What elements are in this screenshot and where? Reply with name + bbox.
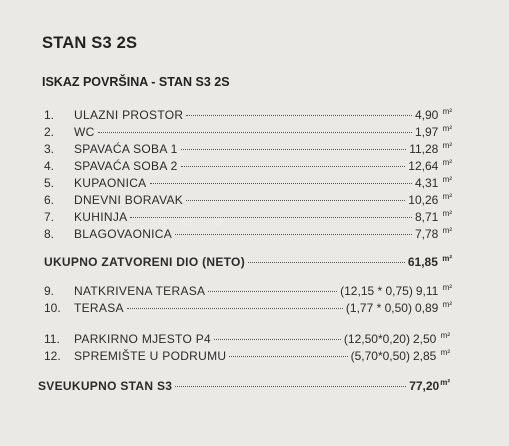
section-title: ISKAZ POVRŠINA - STAN S3 2S: [42, 75, 230, 89]
dot-leader: [130, 217, 412, 218]
dot-leader: [175, 386, 406, 387]
row-number: 12.: [44, 349, 61, 363]
dot-leader: [229, 356, 347, 357]
row-label: TERASA: [74, 301, 124, 315]
total-row: [38, 378, 450, 394]
row-calculation: (5,70*0,50): [350, 349, 410, 363]
row-number: 7.: [44, 210, 55, 224]
row-label: WC: [74, 125, 95, 139]
row-value: 4,31 $^{m^2}$: [414, 175, 452, 190]
row-number: 2.: [44, 125, 55, 139]
dot-leader: [208, 291, 337, 292]
row-value: 2,85 $^{m^2}$: [412, 348, 450, 363]
area-row: [44, 175, 452, 191]
row-label: NATKRIVENA TERASA: [74, 284, 206, 298]
row-number: 9.: [44, 284, 55, 298]
dot-leader: [98, 132, 412, 133]
subtotal-row: [44, 254, 452, 270]
row-number: 3.: [44, 142, 55, 156]
row-value: 12,64 $^{m^2}$: [408, 158, 452, 173]
row-number: 8.: [44, 227, 55, 241]
dot-leader: [181, 166, 406, 167]
dot-leader: [248, 262, 405, 263]
row-value: 7,78 $^{m^2}$: [414, 226, 452, 241]
row-number: 6.: [44, 193, 55, 207]
row-number: 10.: [44, 301, 61, 315]
total-value: $77,20^{m^2}$: [409, 378, 450, 393]
dot-leader: [186, 200, 405, 201]
dot-leader: [150, 183, 412, 184]
row-number: 11.: [44, 332, 60, 346]
row-value: 11,28 $^{m^2}$: [409, 141, 452, 156]
dot-leader: [186, 115, 412, 116]
row-value: 1,97 $^{m^2}$: [414, 124, 452, 139]
area-row: [44, 141, 452, 157]
area-row: [44, 209, 452, 225]
area-row: [44, 226, 452, 242]
dot-leader: [175, 234, 412, 235]
row-label: SPAVAĆA SOBA 2: [74, 159, 178, 173]
subtotal-value: 61,85 $^{m^2}$: [407, 254, 452, 269]
row-value: 4,90 $^{m^2}$: [414, 107, 452, 122]
row-label: KUHINJA: [74, 210, 128, 224]
area-row: [44, 300, 452, 316]
area-row: [44, 107, 452, 123]
area-row: [44, 158, 452, 174]
area-row: [44, 348, 450, 364]
row-calculation: (12,50*0,20): [343, 332, 410, 346]
row-number: 4.: [44, 159, 55, 173]
area-row: [44, 331, 450, 347]
row-label: SPAVAĆA SOBA 1: [74, 142, 178, 156]
row-label: DNEVNI BORAVAK: [74, 193, 184, 207]
row-calculation: (12,15 * 0,75): [340, 284, 413, 298]
total-label: SVEUKUPNO STAN S3: [38, 379, 173, 393]
row-value: 10,26 $^{m^2}$: [408, 192, 452, 207]
row-value: 8,71 $^{m^2}$: [414, 209, 452, 224]
dot-leader: [127, 308, 343, 309]
area-row: [44, 124, 452, 140]
row-calculation: (1,77 * 0,50): [345, 301, 412, 315]
row-label: BLAGOVAONICA: [74, 227, 173, 241]
row-label: KUPAONICA: [74, 176, 147, 190]
watermark: ◦ ◦ ◦: [150, 200, 229, 241]
row-number: 1.: [44, 108, 55, 122]
row-value: 2,50 $^{m^2}$: [412, 331, 450, 346]
row-label: SPREMIŠTE U PODRUMU: [74, 349, 227, 363]
row-label: ULAZNI PROSTOR: [74, 108, 184, 122]
row-number: 5.: [44, 176, 55, 190]
dot-leader: [181, 149, 407, 150]
area-row: [44, 192, 452, 208]
page-title: STAN S3 2S: [42, 34, 138, 52]
row-value: 9,11 $^{m^2}$: [415, 283, 452, 298]
row-label: PARKIRNO MJESTO P4: [74, 332, 211, 346]
area-row: [44, 283, 452, 299]
row-value: 0,89 $^{m^2}$: [414, 300, 452, 315]
dot-leader: [214, 339, 341, 340]
subtotal-label: UKUPNO ZATVORENI DIO (NETO): [44, 255, 245, 269]
